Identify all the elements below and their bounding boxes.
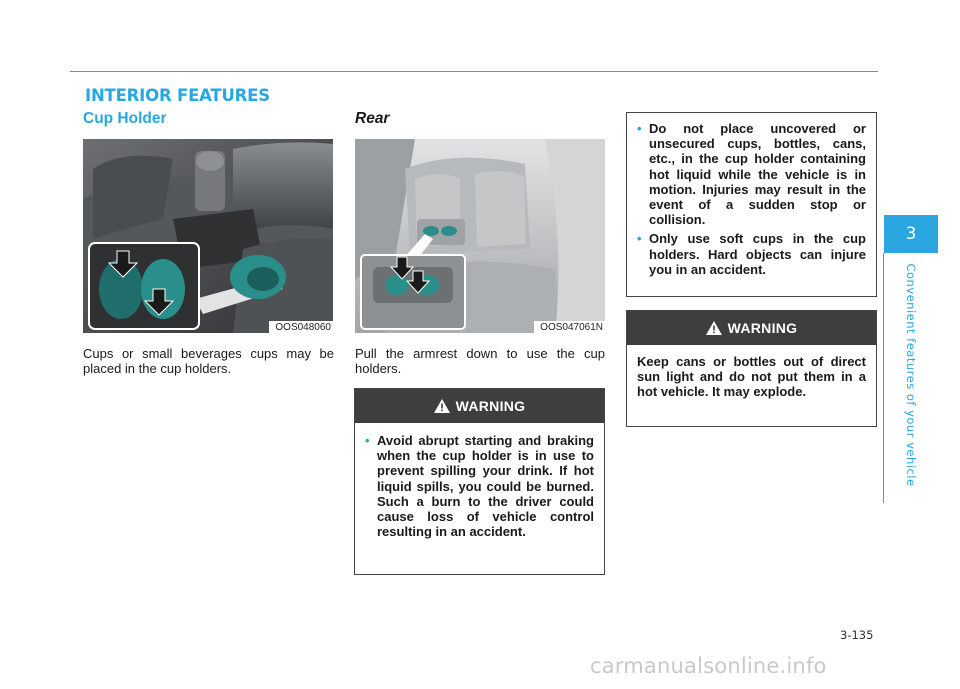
warning-label: WARNING bbox=[455, 398, 526, 414]
warning-box-sunlight bbox=[626, 310, 877, 427]
warning-header bbox=[627, 311, 876, 345]
rear-description: Pull the armrest down to use the cup holders. bbox=[355, 346, 605, 376]
front-cup-holder-photo bbox=[83, 139, 333, 333]
image-code-front: OOS048060 bbox=[269, 321, 333, 333]
warning-triangle-icon bbox=[434, 399, 450, 413]
chapter-title: Convenient features of your vehicle bbox=[904, 263, 918, 487]
bullet-dot-icon: • bbox=[637, 121, 642, 136]
bullet-dot-icon: • bbox=[637, 231, 642, 247]
cups-warning-list bbox=[637, 121, 866, 277]
cup-holder-heading: Cup Holder bbox=[83, 110, 167, 127]
page-number: 3-135 bbox=[840, 628, 874, 642]
list-item: • Do not place uncovered or unsecured cups, bottles, cans, etc., in the cup holder containing hot liquid while the vehicle is in motion. Injuries may result in the event of a sudden stop or collision. bbox=[637, 121, 866, 228]
chapter-tab-rule bbox=[883, 253, 884, 503]
header-rule bbox=[70, 71, 878, 72]
chapter-number: 3 bbox=[905, 224, 917, 244]
image-code-rear: OOS047061N bbox=[534, 321, 605, 333]
chapter-number-tab bbox=[884, 215, 938, 253]
warning-header bbox=[355, 389, 604, 423]
rear-heading: Rear bbox=[355, 110, 390, 127]
section-title: INTERIOR FEATURES bbox=[85, 86, 270, 105]
warning-box-cups bbox=[626, 112, 877, 297]
list-item: • Only use soft cups in the cup holders. Hard objects can injure you in an accident. bbox=[637, 231, 866, 277]
watermark: carmanualsonline.info bbox=[590, 654, 827, 678]
driving-warning-list bbox=[365, 433, 594, 539]
list-item: • Avoid abrupt starting and braking when the cup holder is in use to prevent spilling your drink. If hot liquid spills, you could be burned. Such a burn to the driver could cause loss of vehicle control resulting in an accident. bbox=[365, 433, 594, 540]
rear-cup-holder-photo bbox=[355, 139, 605, 333]
sunlight-warning-text: Keep cans or bottles out of direct sun light and do not put them in a hot vehicle. It may explode. bbox=[637, 354, 866, 400]
warning-label: WARNING bbox=[727, 320, 798, 336]
warning-triangle-icon bbox=[706, 321, 722, 335]
warning-box-driving bbox=[354, 388, 605, 575]
cup-holder-description: Cups or small beverages cups may be placed in the cup holders. bbox=[83, 346, 334, 376]
bullet-dot-icon: • bbox=[365, 433, 370, 448]
